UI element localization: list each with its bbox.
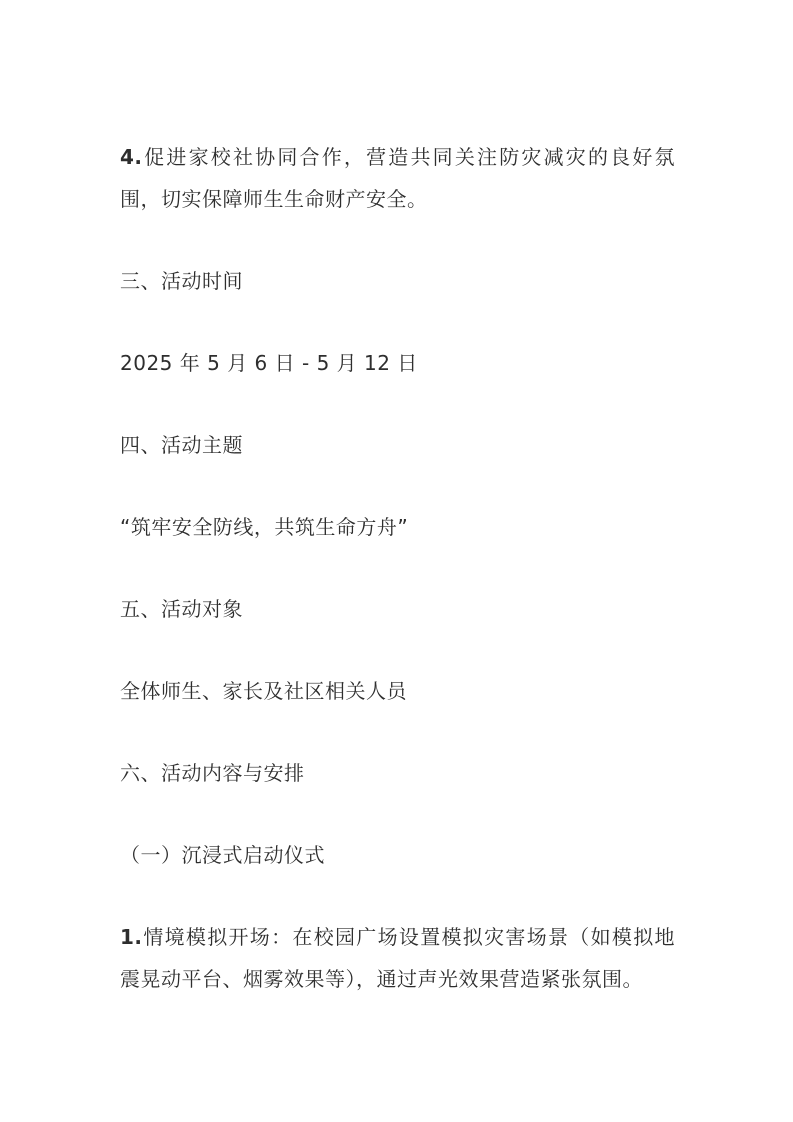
para-activity-time [120, 342, 675, 384]
heading-text: 六、活动内容与安排 [120, 761, 305, 785]
paragraph-text: 全体师生、家长及社区相关人员 [120, 679, 407, 703]
heading-text: 四、活动主题 [120, 433, 243, 457]
para-objective-4 [120, 136, 675, 220]
heading-text: 三、活动时间 [120, 269, 243, 293]
paragraph-text: 情境模拟开场：在校园广场设置模拟灾害场景（如模拟地震晃动平台、烟雾效果等），通过声光效果营造紧张氛围。 [120, 925, 675, 991]
heading-activity-audience [120, 588, 675, 630]
paragraph-text: “筑牢安全防线，共筑生命方舟” [120, 515, 409, 539]
heading-text: （一）沉浸式启动仪式 [120, 843, 325, 867]
list-number: 1. [120, 925, 143, 949]
heading-text: 五、活动对象 [120, 597, 243, 621]
paragraph-text: 促进家校社协同合作，营造共同关注防灾减灾的良好氛围，切实保障师生生命财产安全。 [120, 145, 675, 211]
heading-activity-theme [120, 424, 675, 466]
subheading-immersive-launch-ceremony [120, 834, 675, 876]
heading-activity-time [120, 260, 675, 302]
para-activity-theme [120, 506, 675, 548]
heading-activity-content [120, 752, 675, 794]
para-activity-audience [120, 670, 675, 712]
para-scenario-simulation [120, 916, 675, 1000]
paragraph-text: 2025 年 5 月 6 日 - 5 月 12 日 [120, 351, 418, 375]
list-number: 4. [120, 145, 143, 169]
